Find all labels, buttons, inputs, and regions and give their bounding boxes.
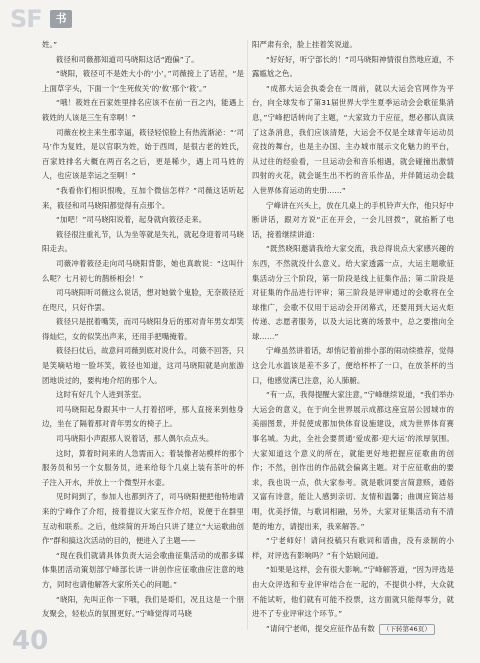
paragraph: 见时间到了，参加人也都到齐了，司马晓阳便把他特地请来的宁峰作了介绍，接着提议大家互作介绍，说便于在群里互动和联系。之后，他续简的开场白只讲了建立“大运歌曲创作”群和搞这次活动的目的，便进入了主题—— [42, 492, 244, 546]
paragraph: 阳严肃有余，脸上挂着笑说道。 [252, 40, 357, 49]
continued-note: （下转第46页） [379, 624, 435, 635]
paragraph: 这时有好几个人进到茶室。 [56, 390, 146, 400]
paragraph: 姓。” [42, 40, 58, 49]
logo-mark-icon: 书 [50, 10, 72, 28]
paragraph: 这时，算着时间来的人急需而入；着装像者站模样的那个服务员和另一个女服务员，进来给每个几桌上装有茶叶的杯子注入开水，并放上一个微型开水壶。 [42, 448, 244, 487]
paragraph: “好好好，听宁部长的！”司马晓阳神情很自然地应道，不露尴尬之色。 [252, 54, 454, 79]
paragraph: 筱径很注重礼节，认为坐等就是失礼，就起身迎着司马晓阳走去。 [42, 229, 244, 254]
paragraph: 宁峰讲在兴头上，放在几桌上的手机铃声大作，他只好中断讲话，跟对方说“正在开会，一会儿回拨”，就掐断了电话，接着继续讲道： [252, 200, 454, 239]
paragraph: “宁老师好！请问投稿只有歌词和谱曲，没有录制的小样，对评选有影响吗？”有个姑娘问道。 [252, 536, 454, 560]
page-number: 40 [12, 626, 49, 656]
paragraph-last [252, 622, 454, 637]
column-divider [247, 40, 248, 630]
paragraph: 筱径扫仗后，故意问司薇到底对说什么，司薇不回答，只是笑嘀咕地一脸坏笑，筱径也知道，这司马晓阳就是向旅游团地说过的，要构地介绍的那个人。 [42, 346, 244, 385]
paragraph: 筱径只是抿着嘴笑，而司马晓阳身后的那对青年男女却笑得灿烂，女的似笑出声来，还用手把嘴掩着。 [42, 317, 244, 341]
paragraph: 筱径和司薇都知道司马晓阳这话“跑偏”了。 [56, 54, 199, 64]
left-column [42, 38, 244, 622]
paragraph-text: “请问宁老师，提交应征作品有数 [266, 623, 375, 633]
paragraph: “晓阳，筱径可不是姓大小的‘小’，”司薇接上了话茬，“是上面草字头，下面一个‘生死攸关’的‘攸’那个‘筱’。” [42, 69, 244, 93]
right-column [252, 38, 454, 636]
paragraph: “既然晓阳邀请我给大家交流，我总得说点大家感兴趣的东西，不然就没什么意义。给大家透露一点，大运主题歌征集活动分三个阶段，第一阶段是线上征集作品；第二阶段是对征集的作品进行评审；第三阶段是评审通过的会歌将在全球推广，会歌不仅用于运动会开闭幕式，还要用到大运火炬传递、志愿者服务，以及大运比赛的场景中，总之要推向全球……” [252, 244, 454, 341]
paragraph: “如果是这样，会有很大影响。”宁峰解答道，“因为评选是由大众评选和专业评审结合在一起的，不提供小样，大众就不能试听，他们就有可能不投票，这方面就只能得零分，就进不了专业评审这个环节。” [252, 565, 454, 619]
magazine-logo [10, 6, 76, 32]
paragraph: 司薇在校主来生那幸逼，筱径轻惊脸上有热流渐泌：“‘司马’作为复姓，是以官职为姓，始于西周，是很古老的姓氏，百家姓排名大概在两百名之后，更是稀少，遇上司马姓的人，也应该是幸运之至啊！” [42, 127, 244, 181]
logo-text: SF [10, 5, 42, 33]
paragraph: “哦！筱姓在百家姓里排名应该不在前一百之内，能遇上筱姓的人该是三生有幸啊！” [42, 98, 244, 122]
paragraph: “加吧！”司马晓阳说着，起身就向筱径走来。 [56, 215, 207, 225]
paragraph: 宁峰虽然讲着话，却悄记着前排小部的闹动续推荐，觉得这会儿水温该是差不多了，便给杯杯了一口，在放茶杯的当口，他感觉满已注意，沁人肺腑。 [252, 346, 454, 385]
paragraph: “晓阳，先叫正你一下哦，我们是哥们，况且这是一个朋友聚会，轻松点的氛围更好。”宁峰觉得司马晓 [42, 594, 244, 619]
paragraph: “我看你们相识恨晚，互加个微信怎样？”司薇这话听起来，筱径和司马晓阳都觉得有点那个。 [42, 185, 244, 210]
paragraph: 司马晓阳小声跟那人说着话，那人偶尔点点头。 [56, 434, 214, 444]
paragraph: “成都大运会执委会在一周前，就以大运会官网作为平台，向全球发布了第31届世界大学生夏季运动会会歌征集消息，”宁峰把话转向了主题，“大家致力于应征，想必都认真读了这条消息，我们应该清楚，大运会不仅是全球青年运动员竞技的舞台，也是主办国、主办城市展示文化魅力的平台，从过往的经验看，一旦运动会和音乐相遇，就会碰撞出激情四射的火花，就会诞生出不朽的音乐作品，并伴随运动会载入世界体育运动的史册……” [252, 83, 454, 195]
paragraph: “现在我们就请具体负责大运会歌曲征集活动的成都多媒体集团活动策划部宁峰部长讲一讲创作应征歌曲应注意的地方，同时也请他解答大家所关心的问题。” [42, 550, 244, 589]
paragraph: 司马晓阳起身跟其中一人打着招呼，那人直接来到他身边，坐在了隔着那对青年男女的椅子上。 [42, 404, 244, 429]
paragraph: 司薇冲着筱径走向司马晓阳背影，她也真敢说：“这叫什么呢？七月初七的鹊桥相会！” [42, 258, 244, 283]
paragraph: “有一点，我得提醒大家注意，”宁峰继续说道，“我们举办大运会的意义，在于向全世界展示成都这座宜居公园城市的美丽图景，并促使成都加快体育设施建设，成为世界体育赛事名城。为此，全社会要贯通‘爱成都·迎大运’的浓厚氛围。大家知道这个意义的所在，就能更好地把握应征歌曲的创作；不然，创作出的作品就会偏离主题。对于应征歌曲的要求，我也说一点，供大家参考。就是歌词要言简意赅，通俗又富有诗意，能让人感到亲切、友情和温馨；曲调应简洁易唱，优美抒情，与歌词相融，另外，大家对征集活动有不清楚的地方，请提出来，我来解答。” [252, 390, 454, 531]
paragraph: 司马晓阳听司薇这么说话，想对她做个鬼脸，无奈筱径近在咫尺，只好作罢。 [42, 288, 244, 312]
